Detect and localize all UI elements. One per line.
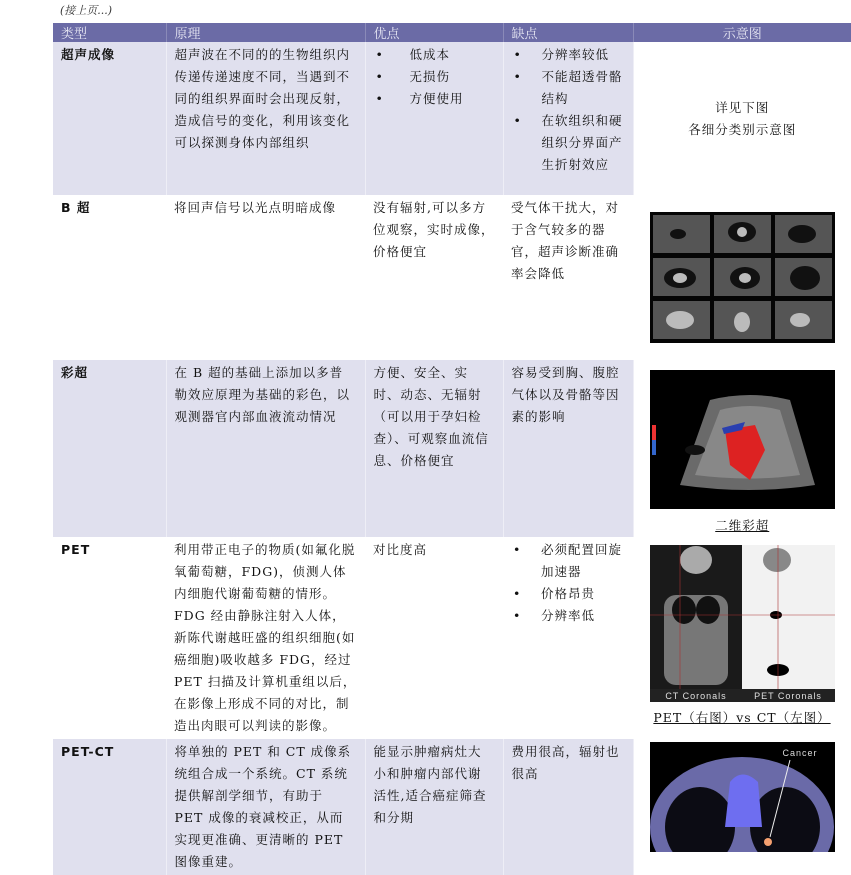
table-row bbox=[53, 195, 851, 360]
header-principle: 原理 bbox=[166, 23, 365, 42]
figure-caption: 二维彩超 bbox=[634, 515, 851, 537]
cons-cell bbox=[503, 537, 633, 739]
list-item: • 方便使用 bbox=[374, 88, 495, 110]
principle-cell: 利用带正电子的物质(如氟化脱氧葡萄糖，FDG)，侦测人体内细胞代谢葡萄糖的情形。FDG 经由静脉注射入人体，新陈代谢越旺盛的组织细胞(如癌细胞)吸收越多 FDG，经过 PET 扫描及计算机重组以后，在影像上形成不同的对比，制造出肉眼可以判读的影像。 bbox=[166, 537, 365, 739]
list-item: • 低成本 bbox=[374, 44, 495, 66]
cons-cell bbox=[503, 42, 633, 195]
header-figure: 示意图 bbox=[633, 23, 851, 42]
figure-cell bbox=[633, 537, 851, 739]
pet-vs-ct-image bbox=[650, 545, 835, 702]
table-row bbox=[53, 739, 851, 875]
continued-note: (接上页...) bbox=[60, 2, 112, 18]
figure-cell bbox=[633, 739, 851, 875]
header-type: 类型 bbox=[53, 23, 166, 42]
pet-label: PET Coronals bbox=[754, 691, 822, 701]
list-item: • 在软组织和硬组织分界面产生折射效应 bbox=[512, 110, 625, 176]
type-cell: PET bbox=[53, 537, 166, 739]
cons-cell: 容易受到胸、腹腔气体以及骨骼等因素的影响 bbox=[503, 360, 633, 537]
imaging-comparison-table bbox=[53, 23, 851, 875]
cons-cell: 受气体干扰大，对于含气较多的器官，超声诊断准确率会降低 bbox=[503, 195, 633, 360]
header-pros: 优点 bbox=[365, 23, 503, 42]
pros-cell: 能显示肿瘤病灶大小和肿瘤内部代谢活性,适合癌症筛查和分期 bbox=[365, 739, 503, 875]
figure-cell bbox=[633, 195, 851, 360]
pros-cell bbox=[365, 42, 503, 195]
figure-caption: PET（右图）vs CT（左图） bbox=[633, 707, 851, 729]
type-cell: B 超 bbox=[53, 195, 166, 360]
figure-note: 各细分类别示意图 bbox=[634, 119, 851, 141]
type-cell: 彩超 bbox=[53, 360, 166, 537]
figure-cell bbox=[633, 360, 851, 537]
pros-cell: 对比度高 bbox=[365, 537, 503, 739]
list-item: • 分辨率较低 bbox=[512, 44, 625, 66]
type-cell: PET-CT bbox=[53, 739, 166, 875]
list-item: • 无损伤 bbox=[374, 66, 495, 88]
list-item: • 不能超透骨骼结构 bbox=[512, 66, 625, 110]
type-cell: 超声成像 bbox=[53, 42, 166, 195]
header-cons: 缺点 bbox=[503, 23, 633, 42]
figure-cell bbox=[633, 42, 851, 195]
list-item: • 分辨率低 bbox=[511, 605, 625, 627]
ultrasound-image-grid bbox=[650, 212, 835, 343]
ct-label: CT Coronals bbox=[665, 691, 726, 701]
cancer-label: Cancer bbox=[782, 748, 817, 758]
table-row bbox=[53, 537, 851, 739]
principle-cell: 超声波在不同的的生物组织内传递传递速度不同，当遇到不同的组织界面时会出现反射，造成信号的变化，利用该变化可以探测身体内部组织 bbox=[166, 42, 365, 195]
color-doppler-image bbox=[650, 370, 835, 509]
principle-cell: 将单独的 PET 和 CT 成像系统组合成一个系统。CT 系统提供解剖学细节，有助于 PET 成像的衰减校正，从而实现更准确、更清晰的 PET 图像重建。 bbox=[166, 739, 365, 875]
table-header-row bbox=[53, 23, 851, 42]
principle-cell: 在 B 超的基础上添加以多普勒效应原理为基础的彩色，以观测器官内部血液流动情况 bbox=[166, 360, 365, 537]
pet-ct-scan-image bbox=[650, 742, 835, 852]
table-row bbox=[53, 360, 851, 537]
list-item: • 必须配置回旋加速器 bbox=[511, 539, 625, 583]
list-item: • 价格昂贵 bbox=[511, 583, 625, 605]
figure-note: 详见下图 bbox=[634, 97, 851, 119]
pros-cell: 方便、安全、实时、动态、无辐射（可以用于孕妇检查）、可观察血流信息、价格便宜 bbox=[365, 360, 503, 537]
principle-cell: 将回声信号以光点明暗成像 bbox=[166, 195, 365, 360]
pros-cell: 没有辐射,可以多方位观察，实时成像，价格便宜 bbox=[365, 195, 503, 360]
cons-cell: 费用很高，辐射也很高 bbox=[503, 739, 633, 875]
table-row bbox=[53, 42, 851, 195]
